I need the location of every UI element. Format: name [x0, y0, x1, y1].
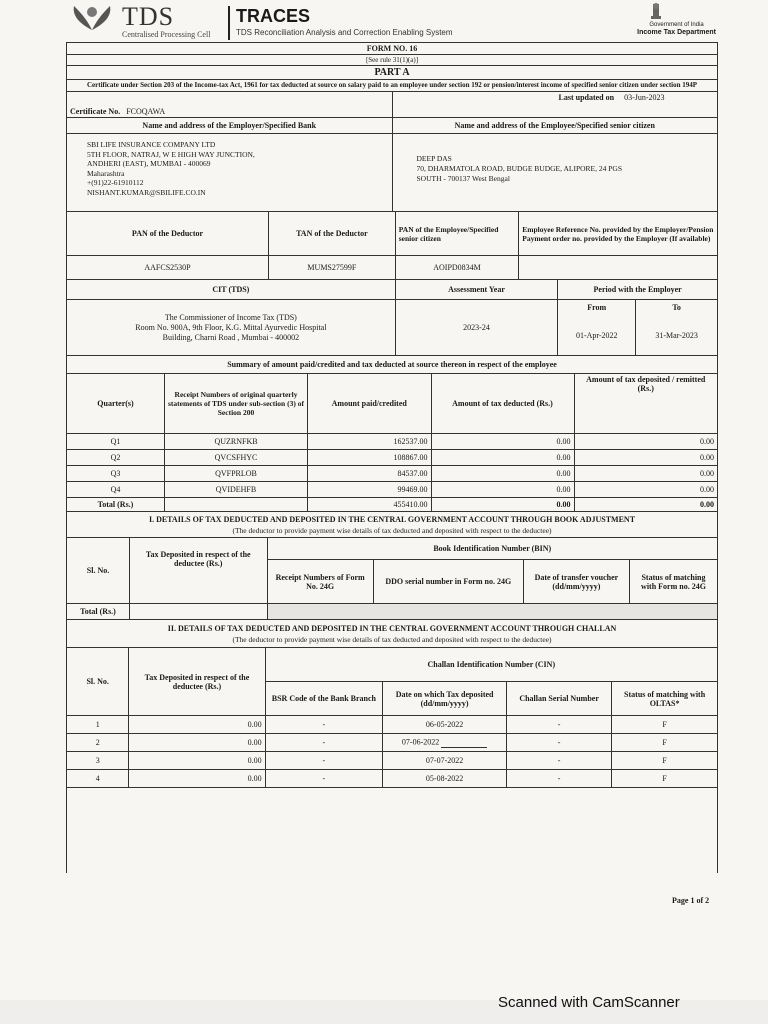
challan-table	[67, 619, 717, 788]
section2-title: II. DETAILS OF TAX DEDUCTED AND DEPOSITED IN THE CENTRAL GOVERNMENT ACCOUNT THROUGH CHALLAN	[167, 623, 617, 633]
cit-line: Room No. 900A, 9th Floor, K.G. Mittal Ayurvedic Hospital	[135, 322, 327, 332]
challan-sl: 1	[67, 716, 129, 734]
summary-paid: 99469.00	[308, 482, 432, 498]
summary-receipt: QVIDEHFB	[165, 482, 308, 498]
section1-title: I. DETAILS OF TAX DEDUCTED AND DEPOSITED IN THE CENTRAL GOVERNMENT ACCOUNT THROUGH BOOK ADJUSTMENT	[148, 514, 636, 524]
summary-deducted: 0.00	[431, 450, 574, 466]
cert-no-value: FCOQAWA	[126, 107, 166, 116]
summary-total-label: Total (Rs.)	[67, 498, 165, 512]
employee-address	[392, 134, 717, 212]
govt-line2: Income Tax Department	[637, 29, 716, 36]
table-row	[67, 752, 717, 770]
table-row	[67, 466, 717, 482]
last-updated-value: 03-Jun-2023	[624, 93, 665, 102]
to-value: 31-Mar-2023	[636, 316, 717, 356]
challan-serial: -	[506, 752, 611, 770]
section1-header	[67, 512, 717, 538]
summary-deposited: 0.00	[574, 482, 717, 498]
ay-value: 2023-24	[395, 300, 558, 356]
section1-bin: Book Identification Number (BIN)	[267, 538, 717, 560]
summary-col-deposited: Amount of tax deposited / remitted (Rs.)	[574, 374, 717, 434]
table-row	[67, 770, 717, 788]
pan-employee-value: AOIPD0834M	[395, 256, 519, 280]
summary-total-receipt	[165, 498, 308, 512]
pan-employee-label: PAN of the Employee/Specified senior citizen	[395, 212, 519, 256]
section2-col-date: Date on which Tax deposited (dd/mm/yyyy)	[383, 682, 507, 716]
period-label: Period with the Employer	[558, 280, 717, 300]
header	[66, 2, 716, 42]
cit-label: CIT (TDS)	[67, 280, 395, 300]
challan-bsr: -	[265, 716, 383, 734]
summary-col-paid: Amount paid/credited	[308, 374, 432, 434]
summary-col-deducted: Amount of tax deducted (Rs.)	[431, 374, 574, 434]
summary-q: Q2	[67, 450, 165, 466]
section2-header	[67, 620, 717, 648]
employer-line: Maharashtra	[87, 168, 125, 178]
challan-date: 07-06-2022	[401, 737, 440, 747]
summary-receipt: QVFPRLOB	[165, 466, 308, 482]
employee-line: 70, DHARMATOLA ROAD, BUDGE BUDGE, ALIPORE, 24 PGS	[416, 164, 623, 173]
handwritten-mark	[441, 737, 487, 748]
tan-deductor-label: TAN of the Deductor	[269, 212, 396, 256]
cit-address	[67, 300, 395, 356]
ay-label: Assessment Year	[395, 280, 558, 300]
last-updated-cell	[392, 92, 717, 118]
book-adjustment-table	[67, 511, 717, 620]
section2-slno: Sl. No.	[67, 648, 129, 716]
section1-col-status: Status of matching with Form no. 24G	[630, 560, 718, 604]
to-label: To	[636, 300, 717, 316]
challan-date: 07-07-2022	[383, 752, 507, 770]
section1-col-date: Date of transfer voucher (dd/mm/yyyy)	[523, 560, 629, 604]
page-number: Page 1 of 2	[672, 896, 710, 905]
form16-frame	[66, 42, 718, 873]
summary-q: Q3	[67, 466, 165, 482]
section2-cin: Challan Identification Number (CIN)	[265, 648, 717, 682]
summary-col-receipt: Receipt Numbers of original quarterly statements of TDS under sub-section (3) of Section 200	[165, 374, 308, 434]
table-row	[67, 434, 717, 450]
challan-sl: 3	[67, 752, 129, 770]
summary-paid: 108867.00	[308, 450, 432, 466]
cit-line: Building, Charni Road , Mumbai - 400002	[162, 332, 300, 342]
pan-deductor-value: AAFCS2530P	[67, 256, 269, 280]
summary-deducted: 0.00	[431, 434, 574, 450]
summary-deposited: 0.00	[574, 434, 717, 450]
section1-subtitle: (The deductor to provide payment wise details of tax deducted and deposited with respect to the deductee)	[232, 525, 552, 535]
section2-col-serial: Challan Serial Number	[506, 682, 611, 716]
table-row	[67, 482, 717, 498]
certificate-no-cell	[67, 92, 392, 118]
cit-line: The Commissioner of Income Tax (TDS)	[164, 312, 297, 322]
challan-tax: 0.00	[129, 770, 265, 788]
summary-total-deducted: 0.00	[431, 498, 574, 512]
employee-heading: Name and address of the Employee/Specified senior citizen	[392, 118, 717, 134]
summary-q: Q1	[67, 434, 165, 450]
challan-status: F	[612, 770, 717, 788]
part-a-title: PART A	[67, 66, 717, 80]
section1-col-ddo: DDO serial number in Form no. 24G	[373, 560, 523, 604]
challan-date: 05-08-2022	[383, 770, 507, 788]
traces-subtitle: TDS Reconciliation Analysis and Correction Enabling System	[236, 28, 453, 37]
challan-status: F	[612, 734, 717, 752]
summary-receipt: QUZRNFKB	[165, 434, 308, 450]
table-row	[67, 450, 717, 466]
table-row	[67, 716, 717, 734]
camscanner-watermark: Scanned with CamScanner	[498, 994, 680, 1011]
ids-table	[67, 211, 717, 280]
summary-deposited: 0.00	[574, 466, 717, 482]
challan-sl: 2	[67, 734, 129, 752]
summary-paid: 162537.00	[308, 434, 432, 450]
pan-deductor-label: PAN of the Deductor	[67, 212, 269, 256]
challan-status: F	[612, 752, 717, 770]
challan-serial: -	[506, 770, 611, 788]
employer-line: NISHANT.KUMAR@SBILIFE.CO.IN	[87, 187, 206, 197]
header-divider	[228, 6, 230, 40]
traces-brand: TRACES	[236, 6, 311, 26]
table-row	[67, 734, 717, 752]
challan-serial: -	[506, 734, 611, 752]
certificate-text: Certificate under Section 203 of the Income-tax Act, 1961 for tax deducted at source on salary paid to an employee under section 192 or pension/interest income of specified senior citizen under section 194P	[67, 80, 717, 92]
employer-line: ANDHERI (EAST), MUMBAI - 400069	[87, 159, 211, 168]
form-rule: [See rule 31(1)(a)]	[67, 55, 717, 66]
employee-line: SOUTH - 700137 West Bengal	[416, 174, 510, 183]
summary-deducted: 0.00	[431, 482, 574, 498]
challan-status: F	[612, 716, 717, 734]
employee-line: DEEP DAS	[416, 154, 452, 163]
form-title: FORM NO. 16	[67, 43, 717, 55]
challan-tax: 0.00	[129, 716, 265, 734]
section2-col-bsr: BSR Code of the Bank Branch	[265, 682, 383, 716]
emp-ref-value	[519, 256, 717, 280]
challan-sl: 4	[67, 770, 129, 788]
summary-table	[67, 355, 717, 512]
summary-receipt: QVCSFHYC	[165, 450, 308, 466]
section2-col-status: Status of matching with OLTAS*	[612, 682, 717, 716]
employer-line: 5TH FLOOR, NATRAJ, W E HIGH WAY JUNCTION,	[87, 149, 255, 159]
summary-q: Q4	[67, 482, 165, 498]
challan-date: 06-05-2022	[383, 716, 507, 734]
cit-table	[67, 279, 717, 356]
emp-ref-label: Employee Reference No. provided by the Employer/Pension Payment order no. provided by the Employer (If available)	[519, 212, 717, 256]
challan-tax: 0.00	[129, 734, 265, 752]
challan-bsr: -	[265, 770, 383, 788]
section1-slno: Sl. No.	[67, 538, 130, 604]
tan-deductor-value: MUMS27599F	[269, 256, 396, 280]
challan-serial: -	[506, 716, 611, 734]
summary-heading: Summary of amount paid/credited and tax deducted at source thereon in respect of the employee	[67, 356, 717, 374]
summary-deducted: 0.00	[431, 466, 574, 482]
challan-tax: 0.00	[129, 752, 265, 770]
govt-label	[637, 22, 716, 37]
challan-date-cell	[383, 734, 507, 752]
national-emblem-icon	[648, 2, 664, 22]
summary-total-row	[67, 498, 717, 512]
from-label: From	[558, 300, 636, 316]
summary-paid: 84537.00	[308, 466, 432, 482]
last-updated-label: Last updated on	[558, 93, 615, 102]
tds-logo-icon	[66, 2, 118, 32]
section1-taxdep: Tax Deposited in respect of the deductee (Rs.)	[130, 538, 268, 604]
summary-total-deposited: 0.00	[574, 498, 717, 512]
employer-heading: Name and address of the Employer/Specified Bank	[67, 118, 392, 134]
section1-total-blank	[267, 604, 717, 620]
section1-total-value	[130, 604, 268, 620]
section2-taxdep: Tax Deposited in respect of the deductee (Rs.)	[129, 648, 265, 716]
employer-line: SBI LIFE INSURANCE COMPANY LTD	[87, 140, 216, 149]
govt-line1: Government of India	[649, 22, 704, 28]
challan-bsr: -	[265, 734, 383, 752]
summary-deposited: 0.00	[574, 450, 717, 466]
employer-address	[67, 134, 392, 212]
section1-col-receipt: Receipt Numbers of Form No. 24G	[267, 560, 373, 604]
summary-col-quarter: Quarter(s)	[67, 374, 165, 434]
section2-subtitle: (The deductor to provide payment wise details of tax deducted and deposited with respect to the deductee)	[232, 634, 552, 644]
cert-no-label: Certificate No.	[70, 107, 121, 116]
form-header-table	[67, 43, 717, 212]
employer-line: +(91)22-61910112	[87, 178, 144, 187]
challan-bsr: -	[265, 752, 383, 770]
section1-total-label: Total (Rs.)	[67, 604, 130, 620]
summary-total-paid: 455410.00	[308, 498, 432, 512]
tds-logo-sub: Centralised Processing Cell	[122, 30, 211, 39]
tds-logo-text: TDS	[122, 2, 175, 31]
from-value: 01-Apr-2022	[558, 316, 636, 356]
